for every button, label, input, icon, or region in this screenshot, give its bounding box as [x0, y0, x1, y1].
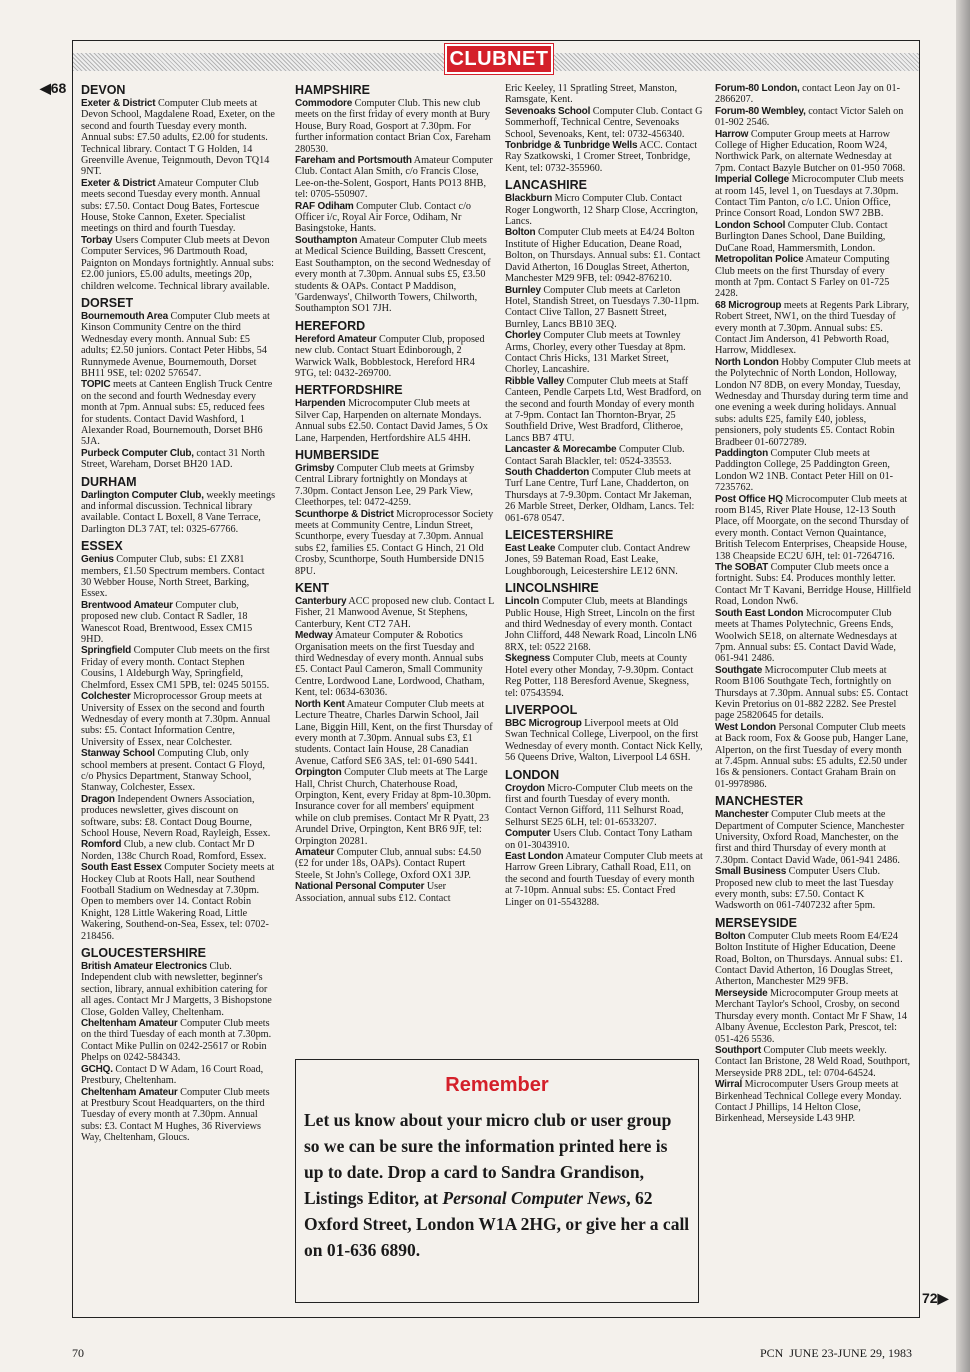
club-details: Computer Club meets on the first Friday of every month. Contact Stephen Cousins, 1 Aldeburgh Way, Springfield, Chelmford, Essex CM1 5PB, tel: 0245 50155. — [81, 645, 270, 691]
section-heading: LINCOLNSHIRE — [505, 581, 599, 596]
club-details: Microcomputer Users Group meets at Birkenhead Technical College every Monday. Contact J Phillips, 14 Helton Close, Birkenhead, Merseyside L43 9HP. — [715, 1079, 902, 1125]
club-name: Springfield — [81, 645, 132, 657]
club-name: Merseyside — [715, 987, 768, 999]
club-entry — [715, 809, 911, 866]
club-name: Torbay — [81, 234, 113, 246]
club-entry — [81, 862, 277, 942]
club-entry — [715, 448, 911, 494]
club-details: Computer Club meets Room E4/E24 Bolton Institute of Higher Education, Deene Road, Bolton, on Thursdays. Annual subs: £1. Contact David Atherton, 16 Douglas Street, Atherton, Manchester M29 9FB. — [715, 930, 903, 988]
club-entry — [715, 254, 911, 300]
club-name: The SOBAT — [715, 562, 769, 574]
club-details: Computer Club meets at The Large Hall, Christ Church, Chaterhouse Road, Orpington, Kent, every Friday at 8pm-10.30pm. Insurance cover for all members' equipment while on club premises. Contact Mr R Pyatt, 23 Arundel Drive, Orpington, Kent BR6 9JF, tel: Orpington 20281. — [295, 767, 492, 847]
section-heading: HAMPSHIRE — [295, 83, 371, 97]
club-details: Computer Club, meets at Blandings Public House, High Street, Lincoln on the first and third Wednesday of every month. Contact John Clifford, 448 Newark Road, Lincoln LN6 8RX, tel: 0522 2168. — [505, 596, 697, 653]
club-details: Computer Club meets on the third Tuesday of each month at 7.30pm. Contact Mike Pullin on 0242-25617 or Robin Phelps on 0242-584343. — [81, 1018, 272, 1064]
footer-date: JUNE 23-JUNE 29, 1983 — [789, 1346, 913, 1360]
club-details: contact 31 North Street, Wareham, Dorset BH20 1AD. — [81, 447, 265, 471]
section-heading: KENT — [295, 581, 330, 596]
club-entry — [81, 311, 277, 379]
club-name: Medway — [295, 630, 333, 642]
section-heading: LIVERPOOL — [505, 702, 578, 717]
club-details: Computer Club. Contact Sarah Blackler, tel: 0524-33553. — [505, 444, 685, 467]
club-details: Computer Club, annual subs: £4.50 (£2 for under 18s, OAPs). Contact Rupert Steele, St John's College, Oxford OX1 3JP. — [295, 846, 482, 881]
club-details: Computer Club meets at Paddington College, 25 Paddington Green, London W2 1NB. Contact Peter Hill on 01-7235762. — [715, 448, 894, 494]
club-details: Computer Users Club. Proposed new club to meet the last Tuesday every month, subs: £7.50. Contact K Wadsworth on 061-7407232 after 5pm. — [715, 866, 894, 912]
club-details: Computer club. Contact Andrew Jones, 59 Bateman Road, East Leake, Loughborough, Leicestershire LE12 6NN. — [505, 543, 691, 577]
clubnet-banner: CLUBNET — [445, 44, 553, 74]
club-name: Harrow — [715, 128, 749, 140]
club-details: Amateur Computer Club meets second Tuesday every month. Annual subs: £7.50. Contact Doug Bates, Fortescue House, Stoke Cannon, Exeter. Specialist meetings on third and fourth Tuesday. — [81, 177, 261, 235]
club-entry — [81, 1064, 277, 1087]
footer-publication — [760, 1346, 912, 1361]
club-details: Computer Club. Contact c/o Officer i/c, Royal Air Force, Odiham, Nr Basingstoke, Hants. — [295, 200, 471, 235]
club-details: Liverpool meets at Old Swan Technical College, Liverpool, on the first Wednesday of every month. Contact Nick Kelly, 56 Queens Drive, Walton, Liverpool L4 6SH. — [505, 717, 703, 764]
section-heading: HUMBERSIDE — [295, 447, 380, 462]
club-details: Computer Group meets at Harrow College of Higher Education, Room W24, Northwick Park, on alternate Wednesday at 7pm. Contact Bazyle Butcher on 01-950 7068. — [715, 128, 906, 174]
club-name: Southampton — [295, 234, 358, 246]
listing-column-2 — [295, 83, 495, 904]
club-entry — [295, 630, 495, 698]
club-name: Cheltenham Amateur — [81, 1018, 178, 1030]
club-details: Computer Club, meets at County Hotel every other Monday, 7-9.30pm. Contact Reg Potter, 118 Beresford Avenue, Skegness, tel: 07543594. — [505, 653, 694, 699]
club-name: East London — [505, 850, 564, 862]
club-entry — [295, 509, 495, 577]
club-details: Computer Club meets at Townley Arms, Chorley, every other Tuesday at 8pm. Contact Chris Hicks, 131 Market Street, Chorley, Lancashire. — [505, 330, 686, 376]
club-name: Genius — [81, 554, 114, 566]
club-details: Contact D W Adam, 16 Court Road, Prestbury, Cheltenham. — [81, 1063, 264, 1087]
club-entry — [505, 718, 703, 764]
club-entry — [715, 494, 911, 562]
club-entry — [715, 608, 911, 665]
club-details: meets at Canteen English Truck Centre on the second and fourth Wednesday every month at 7pm. Annual subs: £5, reduced fees for students. Contact David Washford, 1 Alexander Road, Bournemouth, Dorset BH6 5JA. — [81, 379, 273, 448]
club-details: Computer Club meets once a fortnight. Subs: £4. Produces monthly letter. Contact Mr T Kavani, Berridge House, Hillfield Road, London Nw6. — [715, 562, 911, 608]
club-entry — [715, 83, 911, 106]
club-details: Amateur Computing Club meets on the first Thursday of every month at 7pm. Contact S Farley on 01-725 2428. — [715, 254, 890, 300]
club-details: Micro Computer Club. Contact Roger Longworth, 12 Sharp Close, Accrington, Lancs. — [505, 193, 698, 228]
club-details: contact Leon Jay on 01-2866207. — [715, 83, 901, 106]
club-details: Computer Society meets at Hockey Club at Roots Hall, near Southend Football Stadium on Wednesday at 7.30pm. Open to members over 14. Contact Robin Knight, 128 Little Wakering Road, Little Wakering, Southend-on-Sea, Essex, tel: 0702-218456. — [81, 862, 275, 942]
club-entry — [715, 220, 911, 254]
club-entry — [81, 1018, 277, 1064]
club-entry — [81, 839, 277, 862]
club-name: Grimsby — [295, 462, 335, 474]
club-entry — [505, 330, 703, 376]
club-name: Ribble Valley — [505, 375, 565, 387]
club-entry — [81, 178, 277, 235]
next-page-link[interactable]: 72▶ — [922, 1290, 949, 1306]
clubnet-frame — [72, 40, 920, 1318]
club-entry — [295, 699, 495, 767]
club-name: Manchester — [715, 809, 769, 821]
club-name: East Leake — [505, 543, 556, 555]
club-details: weekly meetings and informal discussion. Technical library available. Contact L Boxell, 8 Vane Terrace, Darlington DL3 7AT, tel: 0325-67766. — [81, 489, 276, 535]
prev-page-link[interactable]: ◀68 — [40, 80, 67, 96]
club-name: National Personal Computer — [295, 881, 425, 893]
club-details: Club. Independent club with newsletter, beginner's section, library, annual exhibition catering for all ages. Contact Mr J Margetts, 3 Bishopstone Close, Golden Valley, Cheltenham. — [81, 961, 272, 1018]
club-name: Lancaster & Morecambe — [505, 444, 617, 456]
club-entry — [505, 106, 703, 140]
club-name: Fareham and Portsmouth — [295, 155, 412, 167]
club-entry — [505, 783, 703, 829]
club-name: Dragon — [81, 793, 115, 805]
club-details: Personal Computer Club meets at Back room, Fox & Goose pub, Hanger Lane, Alperton, on the first Tuesday of every month at 7.45pm. Annual subs: £5 adults, £2.50 under 16s & pensioners. Contact Graham Brain on 01-9978986. — [715, 721, 909, 790]
listing-column-4 — [715, 83, 911, 1125]
club-entry — [505, 140, 703, 174]
club-entry — [505, 285, 703, 331]
club-entry — [295, 881, 495, 904]
club-entry — [505, 828, 703, 851]
club-details: Computer Club meets weekly. Contact Ian Bristone, 28 Weld Road, Southport, Merseyside PR8 2DL, tel: 0704-64524. — [715, 1044, 911, 1079]
club-name: Southport — [715, 1044, 761, 1056]
club-details: Computer Club meets at E4/24 Bolton Institute of Higher Education, Deane Road, Bolton, on Thursdays. Annual subs: £1. Contact David Atherton, 16 Douglas Street, Atherton, Manchester M29 9FB, tel: 0942-876210. — [505, 227, 701, 285]
club-entry — [295, 334, 495, 380]
club-name: Darlington Computer Club, — [81, 489, 204, 501]
section-heading: LANCASHIRE — [505, 178, 587, 193]
club-entry — [295, 767, 495, 847]
club-name: Skegness — [505, 653, 551, 665]
club-name: North Kent — [295, 698, 345, 710]
club-name: Forum-80 London, — [715, 83, 800, 94]
club-name: Stanway School — [81, 748, 155, 760]
club-entry — [81, 748, 277, 794]
club-name: British Amateur Electronics — [81, 961, 207, 973]
club-name: South East London — [715, 607, 804, 619]
section-heading: ESSEX — [81, 539, 123, 554]
club-name: Tonbridge & Tunbridge Wells — [505, 140, 638, 152]
club-name: Exeter & District — [81, 98, 156, 109]
club-details: Club, a new club. Contact Mr D Norden, 138c Church Road, Romford, Essex. — [81, 839, 267, 862]
club-entry — [715, 722, 911, 790]
club-details: ACC proposed new club. Contact L Fisher, 21 Manwood Avenue, St Stephens, Canterbury, Kent CT2 7AH. — [295, 596, 494, 630]
club-entry — [81, 554, 277, 600]
club-details: Microcomputer Group meets at Merchant Taylor's School, Crosby, on second Thursday every month. Contact Mr F Shaw, 14 Albany Avenue, Eccleston Park, Prescot, tel: 051-426 5536. — [715, 987, 908, 1045]
page-edge-shadow — [956, 0, 970, 1372]
club-entry — [505, 227, 703, 284]
club-entry — [505, 653, 703, 699]
club-name: North London — [715, 356, 779, 368]
section-heading: DEVON — [81, 83, 126, 97]
club-entry — [295, 398, 495, 444]
club-name: Small Business — [715, 866, 787, 878]
club-name: Brentwood Amateur — [81, 599, 173, 611]
club-entry — [81, 691, 277, 748]
club-details: Amateur Computer Club meets at Harrow Green Library, Cathall Road, E11, on the second and fourth Tuesday of every month at 7-10pm. Annual subs: £5. Contact Fred Linger on 01-5543288. — [505, 850, 703, 908]
club-entry — [295, 98, 495, 155]
club-name: Bolton — [505, 227, 536, 239]
club-name: Lincoln — [505, 596, 540, 608]
club-entry — [505, 543, 703, 577]
club-entry — [295, 235, 495, 315]
club-name: Orpington — [295, 767, 342, 779]
club-entry — [715, 562, 911, 608]
club-name: Blackburn — [505, 193, 553, 205]
club-details: Microprocessor Society meets at Community Centre, Lindun Street, Scunthorpe, every Tuesday at 7.30pm. Annual subs £2, families £5. Contact G Hinch, 21 Old Crosby, Scunthorpe, South Humberside DN15 8PU. — [295, 508, 494, 577]
club-entry — [295, 847, 495, 881]
club-entry — [81, 448, 277, 471]
section-heading: GLOUCESTERSHIRE — [81, 946, 207, 961]
club-entry — [715, 988, 911, 1045]
club-name: London School — [715, 219, 786, 231]
club-details: Microcomputer Club meets at room 145, level 1, on Tuesdays at 7.30pm. Contact Tim Panton, c/o I.C. Union Office, Prince Consort Road, London SW7 2BB. — [715, 174, 904, 220]
club-name: South East Essex — [81, 862, 162, 874]
club-details: ACC. Contact Ray Szatkowski, 1 Cromer Street, Tonbridge, Kent, tel: 0732-355960. — [505, 140, 698, 174]
club-name: Colchester — [81, 691, 131, 703]
club-entry — [81, 794, 277, 840]
club-entry — [81, 961, 277, 1018]
club-details: Computer Club, subs: £1 ZX81 members, £1.50 Spectrum members. Contact 30 Webber House, North Street, Barking, Essex. — [81, 554, 265, 600]
club-name: TOPIC — [81, 379, 111, 391]
club-entry — [505, 596, 703, 653]
club-name: Imperial College — [715, 174, 790, 186]
club-details: Amateur Computer Club meets at Medical Science Building, Bassett Crescent, East Southampton, on the second Wednesday of every month at 7.30pm. Annual subs £5, £3.50 students & OAPs. Contact P Maddison, 'Gardenways', Chilworth Towers, Chilworth, Southampton SO1 7JH. — [295, 234, 491, 315]
club-name: Scunthorpe & District — [295, 508, 394, 520]
club-details: Computer club, proposed new club. Contact R Sadler, 18 Wanescot Road, Brentwood, Essex CM15 9HD. — [81, 599, 253, 646]
club-entry — [295, 463, 495, 509]
club-entry — [505, 851, 703, 908]
club-entry — [715, 106, 911, 129]
club-name: Croydon — [505, 782, 545, 794]
club-details: Microcomputer Club meets at Thames Polytechnic, Greens Ends, Woolwich SE18, on alternate Wednesdays at 7pm. Annual subs: £5. Contact David Wade, 061-941 2486. — [715, 607, 898, 665]
club-entry — [715, 866, 911, 912]
club-name: Southgate — [715, 664, 763, 676]
club-entry — [505, 193, 703, 227]
club-name: Amateur — [295, 846, 335, 858]
club-entry — [81, 235, 277, 292]
club-name: Exeter & District — [81, 177, 156, 189]
club-details: Microprocessor Group meets at University of Essex on the second and fourth Wednesday of every month at 7.30pm. Annual subs: £5. Contact Information Centre, University of Essex, near Colchester. — [81, 691, 271, 748]
club-name: Paddington — [715, 448, 768, 459]
club-details: Microcomputer Club meets at Room B106 Southgate Tech, fortnightly on Thursdays at 7.30pm. Annual subs: £5. Contact Kevin Pretorius on 01-882 2282. See Prestel page 25820645 for details. — [715, 664, 909, 722]
club-entry — [81, 645, 277, 691]
club-details: contact Victor Saleh on 01-902 2546. — [715, 105, 904, 129]
section-heading: MANCHESTER — [715, 794, 804, 809]
club-details: Computer Club meets at Devon School, Magdalene Road, Exeter, on the second and fourth Tuesday every month. Annual subs: £7.50 adults, £2.00 for students. Technical library. Contact T G Holden, 14 Greenville Avenue, Teignmouth, Devon TQ14 9NT. — [81, 98, 275, 178]
section-heading: LEICESTERSHIRE — [505, 528, 614, 543]
club-name: RAF Odiham — [295, 200, 354, 212]
remember-body — [304, 1107, 690, 1263]
club-entry — [715, 357, 911, 448]
club-entry — [295, 155, 495, 201]
club-entry — [81, 490, 277, 536]
club-name: Purbeck Computer Club, — [81, 447, 194, 459]
club-name: 68 Microgroup — [715, 299, 782, 311]
section-heading: HEREFORD — [295, 318, 366, 333]
club-entry — [81, 379, 277, 447]
footer-pub-name: PCN — [760, 1346, 784, 1360]
club-name: Sevenoaks School — [505, 105, 591, 117]
club-details: User Association, annual subs £12. Contact — [295, 881, 451, 904]
club-entry — [715, 174, 911, 220]
club-name: Burnley — [505, 284, 541, 296]
club-details: Computer Club meets at Turf Lane Centre, Turf Lane, Chadderton, on Thursdays at 7-9.30pm. Contact Mr Jakeman, 26 Marble Street, Derker, Oldham, Lancs. Tel: 061-678 0547. — [505, 467, 695, 524]
club-entry — [715, 665, 911, 722]
club-details: Computer Club meets at Kinson Community Centre on the third Wednesday every month. Annual Sub: £5 adults; £2.50 juniors. Contact Peter Hibbs, 54 Runnymede Avenue, Bournemouth, Dorset BH11 9SE, tel: 0202 576547. — [81, 310, 270, 379]
club-entry — [715, 1079, 911, 1125]
club-entry — [295, 596, 495, 630]
club-details: Computer Club. Contact Burlington Danes School, Dane Building, DuCane Road, Hammersmith, London. — [715, 219, 888, 254]
section-heading: MERSEYSIDE — [715, 915, 797, 930]
club-name: Metropolitan Police — [715, 254, 804, 266]
club-details: Eric Keeley, 11 Spratling Street, Manston, Ramsgate, Kent. — [505, 83, 678, 106]
club-name: Harpenden — [295, 398, 346, 410]
club-entry — [81, 98, 277, 178]
club-details: Micro-Computer Club meets on the first and fourth Tuesday of every month. Contact Vernon Gifford, 111 Selhurst Road, Selhurst SE25 6LH, tel: 01-6533207. — [505, 782, 693, 828]
club-entry — [295, 201, 495, 235]
section-heading: DORSET — [81, 295, 134, 310]
club-details: Computer Club. This new club meets on the first friday of every month at Bury House, Bury Road, Gosport at 7.30pm. For further information contact Brian Cox, Fareham 280530. — [295, 98, 491, 155]
club-details: Computer Club meets at Grimsby Central Library fortnightly on Mondays at 7.30pm. Contact Jenson Lee, 29 Park View, Cleethorpes, tel: 0472-4259. — [295, 462, 475, 509]
club-details: Amateur Computer Club. Contact Alan Smith, c/o Francis Close, Lee-on-the-Solent, Gosport, Hants PO13 8HB, tel: 0705-550907. — [295, 155, 493, 201]
section-heading: HERTFORDSHIRE — [295, 383, 403, 398]
club-name: Computer — [505, 828, 551, 840]
remember-publication: Personal Computer News — [442, 1188, 627, 1208]
listing-column-1 — [81, 83, 277, 1144]
club-details: Users Club. Contact Tony Latham on 01-3043910. — [505, 828, 693, 851]
club-details: Microcomputer Club meets at room B145, River Plate House, 12-13 South Place, off Moorgate, on the second Thursday of every month. Contact Vernon Quaintance, British Telecom Enterprises, Cheapside House, 138 Cheapside EC2U 6JH, tel: 01-7264716. — [715, 493, 909, 562]
club-entry — [505, 376, 703, 444]
club-name: West London — [715, 721, 776, 733]
club-details: Independent Owners Association, produces newsletter, gives discount on software, subs: £8. Contact Doug Bourne, School House, Nevern Road, Rayleigh, Essex. — [81, 793, 271, 839]
club-details: Amateur Computer Club meets at Lecture Theatre, Charles Darwin School, Jail Lane, Biggin Hill, Kent, on the first Thursday of every month at 7.30pm. Annual subs £3, £1 students. Contact Iain House, 28 Canadian Avenue, Catford SE6 3AS, tel: 01-690 5441. — [295, 698, 493, 767]
section-heading: LONDON — [505, 767, 560, 782]
listing-column-3 — [505, 83, 703, 1059]
club-details: Computer Club meets at Carleton Hotel, Standish Street, on Tuesdays 7.30-11pm. Contact Clive Tallon, 27 Basnett Street, Burnley, Lancs BB10 3EQ. — [505, 284, 700, 330]
club-name: Bolton — [715, 930, 746, 942]
club-entry — [715, 300, 911, 357]
club-details: Computing Club, only school members at present. Contact G Floyd, c/o Physics Department, Stanway School, Stanway, Colchester, Essex. — [81, 748, 265, 794]
club-entry — [715, 1045, 911, 1079]
club-entry — [715, 931, 911, 988]
club-entry — [505, 444, 703, 467]
club-details: Computer Club meets at Staff Canteen, Pendle Carpets Ltd, West Bradford, on the second and fourth Monday of every month at 7-9pm. Contact Ian Thornton-Bryar, 25 Southfield Drive, West Bradford, Clitheroe, Lancs BB7 4TU. — [505, 375, 702, 444]
club-details: Hobby Computer Club meets at the Polytechnic of North London, Holloway, London N7 8DB, on every Monday, Tuesday, Wednesday and Thursday during term time and one evening a week during holidays. Annual subs: adults £25, family £40, jobless, pensioners, poly students £5. Contact Robin Bradbeer 01-6072789. — [715, 356, 911, 448]
club-name: Post Office HQ — [715, 493, 783, 505]
footer-page-number: 70 — [72, 1346, 84, 1360]
club-details: Computer Club meets at Prestbury Scout Headquarters, on the third Tuesday of every month at 7.30pm. Annual subs: £3. Contact M Hughes, 36 Riverviews Way, Cheltenham, Gloucs. — [81, 1086, 270, 1144]
club-name: Canterbury — [295, 596, 347, 608]
club-name: Bournemouth Area — [81, 310, 168, 322]
club-name: Hereford Amateur — [295, 333, 377, 345]
section-heading: DURHAM — [81, 474, 137, 489]
club-name: Chorley — [505, 330, 541, 342]
club-name: Wirral — [715, 1079, 743, 1091]
club-name: GCHQ. — [81, 1063, 113, 1075]
club-entry — [81, 600, 277, 646]
club-name: Commodore — [295, 98, 353, 109]
remember-body-start: Let us know about your micro club or user group so we can be sure the information printed here is up to date. Drop a card to Sandra Grandison, Listings Editor, at — [304, 1110, 672, 1208]
remember-title: Remember — [445, 1074, 549, 1096]
club-name: BBC Microgroup — [505, 717, 582, 729]
club-entry — [715, 129, 911, 175]
club-details: Computer Club, proposed new club. Contact Stuart Edinborough, 2 Warwick Walk, Bobblestock, Hereford HR4 9TG, tel: 0432-269700. — [295, 333, 485, 379]
club-name: Romford — [81, 839, 122, 851]
club-name: Cheltenham Amateur — [81, 1086, 178, 1098]
remember-body-end: , 62 Oxford Street, London W1A 2HG, or give her a call on 01-636 6890. — [304, 1188, 690, 1260]
club-entry — [81, 1087, 277, 1144]
club-entry — [505, 467, 703, 524]
club-name: Forum-80 Wembley, — [715, 105, 806, 117]
club-details: meets at Regents Park Library, Robert Street, NW1, on the third Tuesday of every month at 7.30pm. Annual subs: £5. Contact Jim Anderson, 41 Pebworth Road, Harrow, Middlesex. — [715, 299, 910, 357]
remember-box — [295, 1059, 699, 1303]
club-details: Computer Club meets at the Department of Computer Science, Manchester University, Oxford Road, Manchester, on the first and third Thursday of every month at 7.30pm. Contact David Wade, 061-941 2486. — [715, 809, 905, 866]
club-details: Microcomputer Club meets at Silver Cap, Harpenden on alternate Mondays. Annual subs £2.50. Contact David James, 5 Ox Lane, Harpenden, Hertfordshire AL5 4HH. — [295, 398, 488, 444]
club-details: Computer Club. Contact G Sommerhoff, Technical Centre, Sevenoaks School, Sevenoaks, Kent, tel: 0732-456340. — [505, 105, 703, 140]
club-details: Amateur Computer & Robotics Organisation meets on the first Tuesday and third Wednesday of every month. Annual subs £5. Contact Paul Cameron, Small Community Centre, Lordwood Lane, Lordwood, Chatham, Kent, tel: 0634-63036. — [295, 630, 485, 699]
club-details: Users Computer Club meets at Devon Computer Services, 96 Dartmouth Road, Paignton on Mondays fortnightly. Annual subs: £2.00 juniors, £5.00 adults, meetings 20p, children welcome. Technical library available. — [81, 234, 274, 292]
club-entry — [505, 83, 703, 106]
club-name: South Chadderton — [505, 467, 590, 478]
